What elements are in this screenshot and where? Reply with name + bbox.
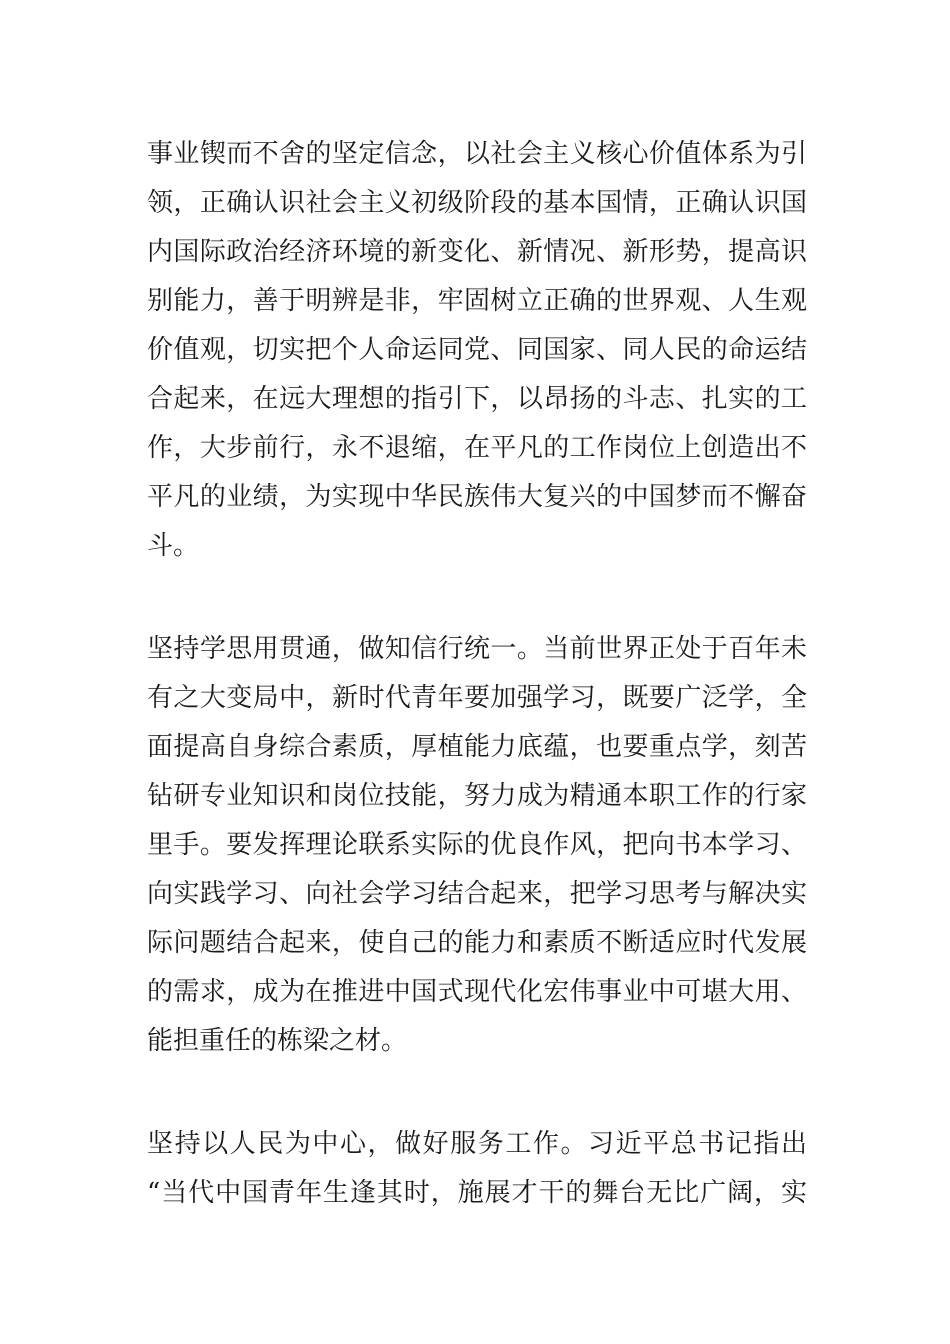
text-line: 坚持以人民为中心，做好服务工作。习近平总书记指出 bbox=[147, 1129, 807, 1159]
text-line: 内国际政治经济环境的新变化、新情况、新形势，提高识 bbox=[147, 237, 807, 267]
text-line: 的需求，成为在推进中国式现代化宏伟事业中可堪大用、 bbox=[147, 977, 807, 1007]
text-line: 际问题结合起来，使自己的能力和素质不断适应时代发展 bbox=[147, 928, 807, 958]
text-line: 能担重任的栋梁之材。 bbox=[147, 1026, 408, 1056]
text-line: 斗。 bbox=[147, 531, 200, 561]
text-line: 合起来，在远大理想的指引下，以昂扬的斗志、扎实的工 bbox=[147, 384, 807, 414]
text-line: 平凡的业绩，为实现中华民族伟大复兴的中国梦而不懈奋 bbox=[147, 482, 807, 512]
text-line: “当代中国青年生逢其时，施展才干的舞台无比广阔，实 bbox=[147, 1178, 807, 1208]
text-line: 事业锲而不舍的坚定信念，以社会主义核心价值体系为引 bbox=[147, 139, 807, 169]
text-line: 向实践学习、向社会学习结合起来，把学习思考与解决实 bbox=[147, 879, 807, 909]
text-line: 别能力，善于明辨是非，牢固树立正确的世界观、人生观 bbox=[147, 286, 807, 316]
text-line: 坚持学思用贯通，做知信行统一。当前世界正处于百年未 bbox=[147, 634, 807, 664]
text-line: 价值观，切实把个人命运同党、同国家、同人民的命运结 bbox=[147, 335, 807, 365]
text-line: 领，正确认识社会主义初级阶段的基本国情，正确认识国 bbox=[147, 188, 807, 218]
text-line: 面提高自身综合素质，厚植能力底蕴，也要重点学，刻苦 bbox=[147, 732, 807, 762]
text-line: 作，大步前行，永不退缩，在平凡的工作岗位上创造出不 bbox=[147, 433, 807, 463]
text-line: 里手。要发挥理论联系实际的优良作风，把向书本学习、 bbox=[147, 830, 807, 860]
text-line: 有之大变局中，新时代青年要加强学习，既要广泛学，全 bbox=[147, 683, 807, 713]
text-line: 钻研专业知识和岗位技能，努力成为精通本职工作的行家 bbox=[147, 781, 807, 811]
